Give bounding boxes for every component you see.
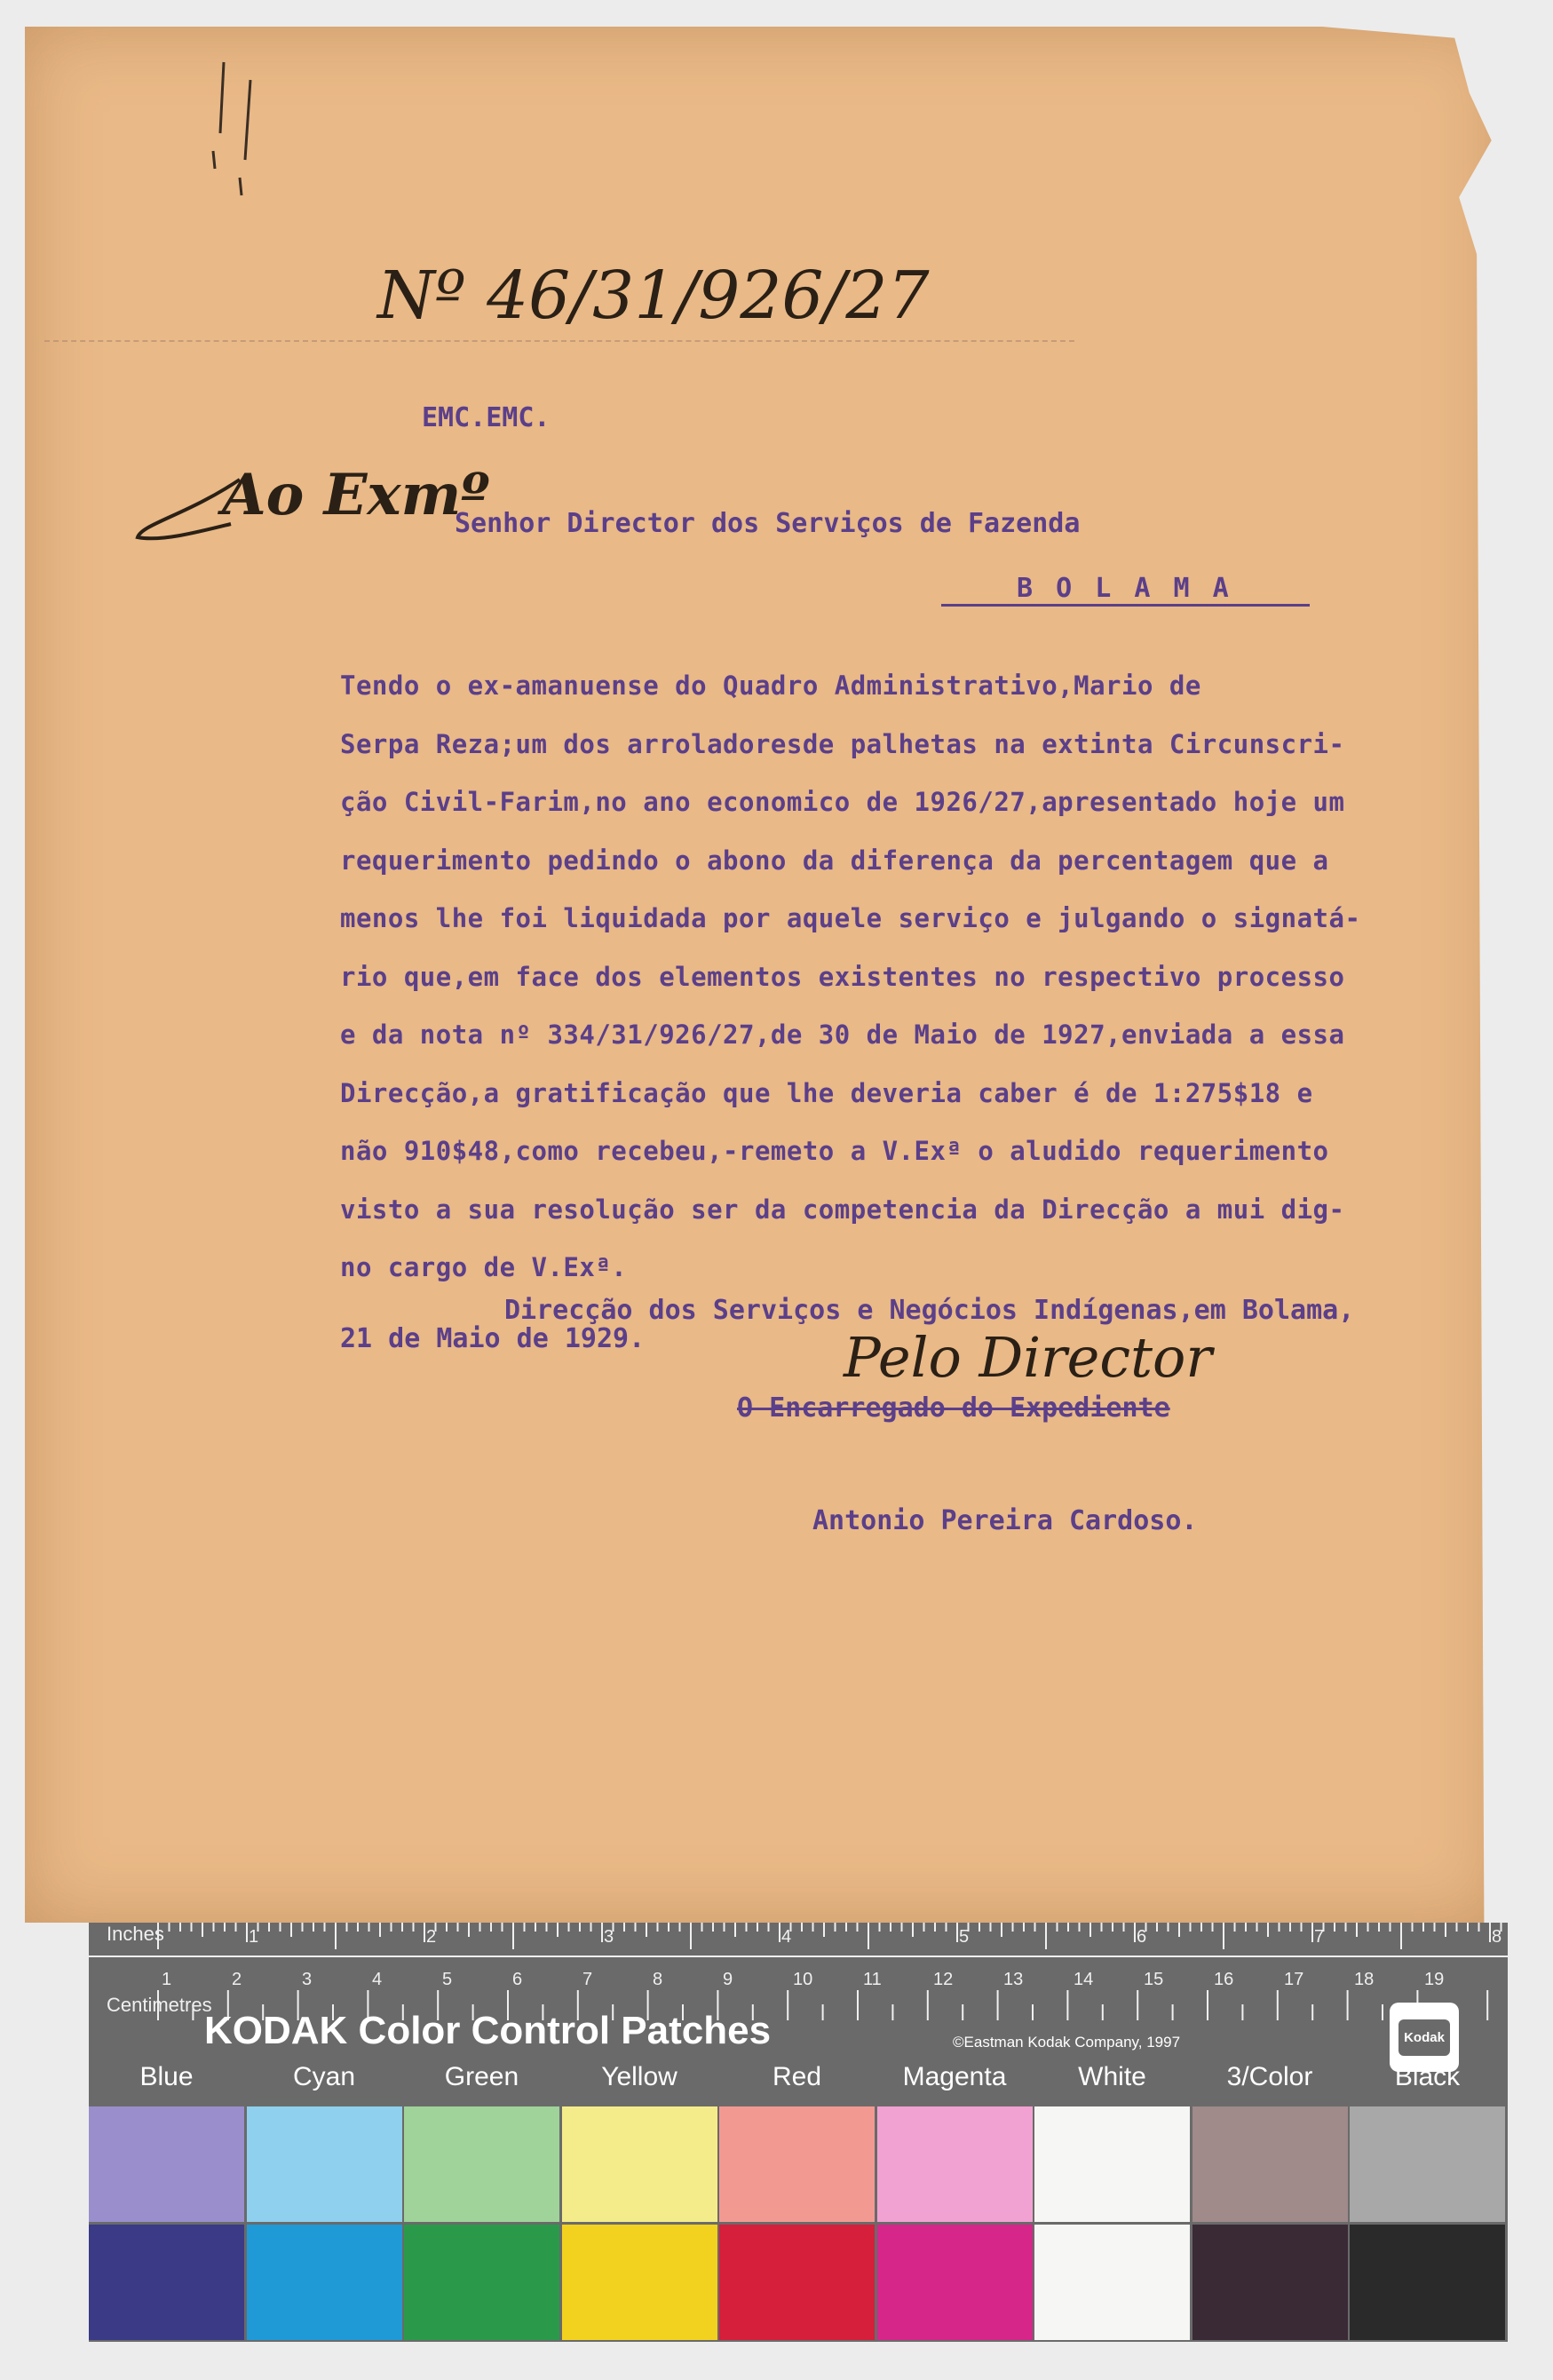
salutation-typed: Senhor Director dos Serviços de Fazenda <box>455 508 1081 539</box>
initials: EMC.EMC. <box>422 402 551 433</box>
inches-label: Inches <box>107 1923 164 1945</box>
patch-label: Magenta <box>902 2062 1007 2091</box>
cm-number: 14 <box>1074 1970 1094 1989</box>
inch-number: 5 <box>959 1927 970 1947</box>
cm-number: 12 <box>933 1970 954 1989</box>
body-line: requerimento pedindo o abono da diferença da percentagem que a <box>340 845 1329 876</box>
color-patch-light <box>562 2106 717 2222</box>
cm-number: 7 <box>582 1970 593 1989</box>
body-line: visto a sua resolução ser da competencia da Direcção a mui dig- <box>340 1194 1345 1225</box>
color-patch-dark <box>247 2225 402 2340</box>
cm-number: 19 <box>1424 1970 1445 1989</box>
body-line: no cargo de V.Exª. <box>340 1252 628 1282</box>
patch-label: Black <box>1394 2062 1461 2091</box>
cm-number: 6 <box>512 1970 523 1989</box>
color-patch-light <box>1350 2106 1505 2222</box>
patch-label: Blue <box>139 2062 194 2091</box>
closing-date: 21 de Maio de 1929. <box>340 1323 646 1354</box>
closing-place: Direcção dos Serviços e Negócios Indígenas,em Bolama, <box>504 1295 1355 1326</box>
color-patch-light <box>877 2106 1033 2222</box>
cm-number: 4 <box>372 1970 383 1989</box>
patch-label: Red <box>772 2062 822 2091</box>
city-underline <box>941 604 1310 607</box>
patch-label: Yellow <box>601 2062 677 2091</box>
color-patch-light <box>404 2106 559 2222</box>
signature-handwritten: Pelo Director <box>844 1325 1212 1390</box>
inch-number: 2 <box>426 1927 437 1947</box>
card-copyright: ©Eastman Kodak Company, 1997 <box>953 2034 1181 2051</box>
body-line: e da nota nº 334/31/926/27,de 30 de Maio de 1927,enviada a essa <box>340 1019 1345 1050</box>
color-patch-light <box>1034 2106 1190 2222</box>
patch-label: White <box>1078 2062 1146 2091</box>
signatory-name: Antonio Pereira Cardoso. <box>812 1505 1198 1536</box>
body-line: Direcção,a gratificação que lhe deveria caber é de 1:275$18 e <box>340 1077 1313 1108</box>
color-patch-dark <box>1192 2225 1348 2340</box>
inch-number: 6 <box>1137 1927 1147 1947</box>
patch-label: 3/Color <box>1226 2062 1313 2091</box>
color-patch-dark <box>1034 2225 1190 2340</box>
kodak-logo: Kodak <box>1390 2003 1459 2072</box>
color-patch-dark <box>877 2225 1033 2340</box>
body-line: Serpa Reza;um dos arroladoresde palhetas na extinta Circunscri- <box>340 728 1345 759</box>
color-patch-dark <box>1350 2225 1505 2340</box>
color-patch-dark <box>562 2225 717 2340</box>
cm-number: 15 <box>1144 1970 1164 1989</box>
body-line: menos lhe foi liquidada por aquele serviço e julgando o signatá- <box>340 903 1361 933</box>
body-line: não 910$48,como recebeu,-remeto a V.Exª o aludido requerimento <box>340 1136 1329 1166</box>
cm-number: 1 <box>162 1970 172 1989</box>
patch-label: Cyan <box>292 2062 356 2091</box>
color-patch-light <box>247 2106 402 2222</box>
body-line: ção Civil-Farim,no ano economico de 1926/27,apresentado hoje um <box>340 787 1345 817</box>
color-patch-dark <box>404 2225 559 2340</box>
cm-number: 16 <box>1214 1970 1234 1989</box>
cm-number: 9 <box>723 1970 733 1989</box>
inch-number: 3 <box>604 1927 614 1947</box>
color-patch-light <box>1192 2106 1348 2222</box>
cm-number: 5 <box>442 1970 453 1989</box>
city-line: B O L A M A <box>1017 573 1232 604</box>
cm-number: 13 <box>1003 1970 1024 1989</box>
fold-line <box>44 340 1074 342</box>
struck-title: O Encarregado do Expediente <box>737 1392 1170 1424</box>
inch-number: 7 <box>1314 1927 1325 1947</box>
cm-number: 8 <box>653 1970 663 1989</box>
salutation-handwritten: Ao Exmº <box>222 462 490 528</box>
cm-number: 3 <box>302 1970 313 1989</box>
inch-number: 1 <box>249 1927 259 1947</box>
pencil-marks <box>178 53 284 258</box>
card-title: KODAK Color Control Patches <box>204 2009 772 2052</box>
cm-number: 18 <box>1354 1970 1375 1989</box>
color-patch-dark <box>719 2225 875 2340</box>
reference-number: Nº 46/31/926/27 <box>377 258 930 334</box>
inch-number: 4 <box>781 1927 792 1947</box>
centimetres-label: Centimetres <box>107 1994 212 2016</box>
patch-label: Green <box>444 2062 519 2091</box>
body-line: rio que,em face dos elementos existentes no respectivo processo <box>340 961 1345 992</box>
cm-number: 17 <box>1284 1970 1304 1989</box>
cm-number: 10 <box>793 1970 813 1989</box>
cm-number: 2 <box>232 1970 242 1989</box>
cm-number: 11 <box>863 1970 882 1989</box>
inch-number: 8 <box>1492 1927 1502 1947</box>
color-patch-light <box>719 2106 875 2222</box>
color-patch-light <box>89 2106 244 2222</box>
color-patch-dark <box>89 2225 244 2340</box>
body-line: Tendo o ex-amanuense do Quadro Administrativo,Mario de <box>340 670 1201 701</box>
